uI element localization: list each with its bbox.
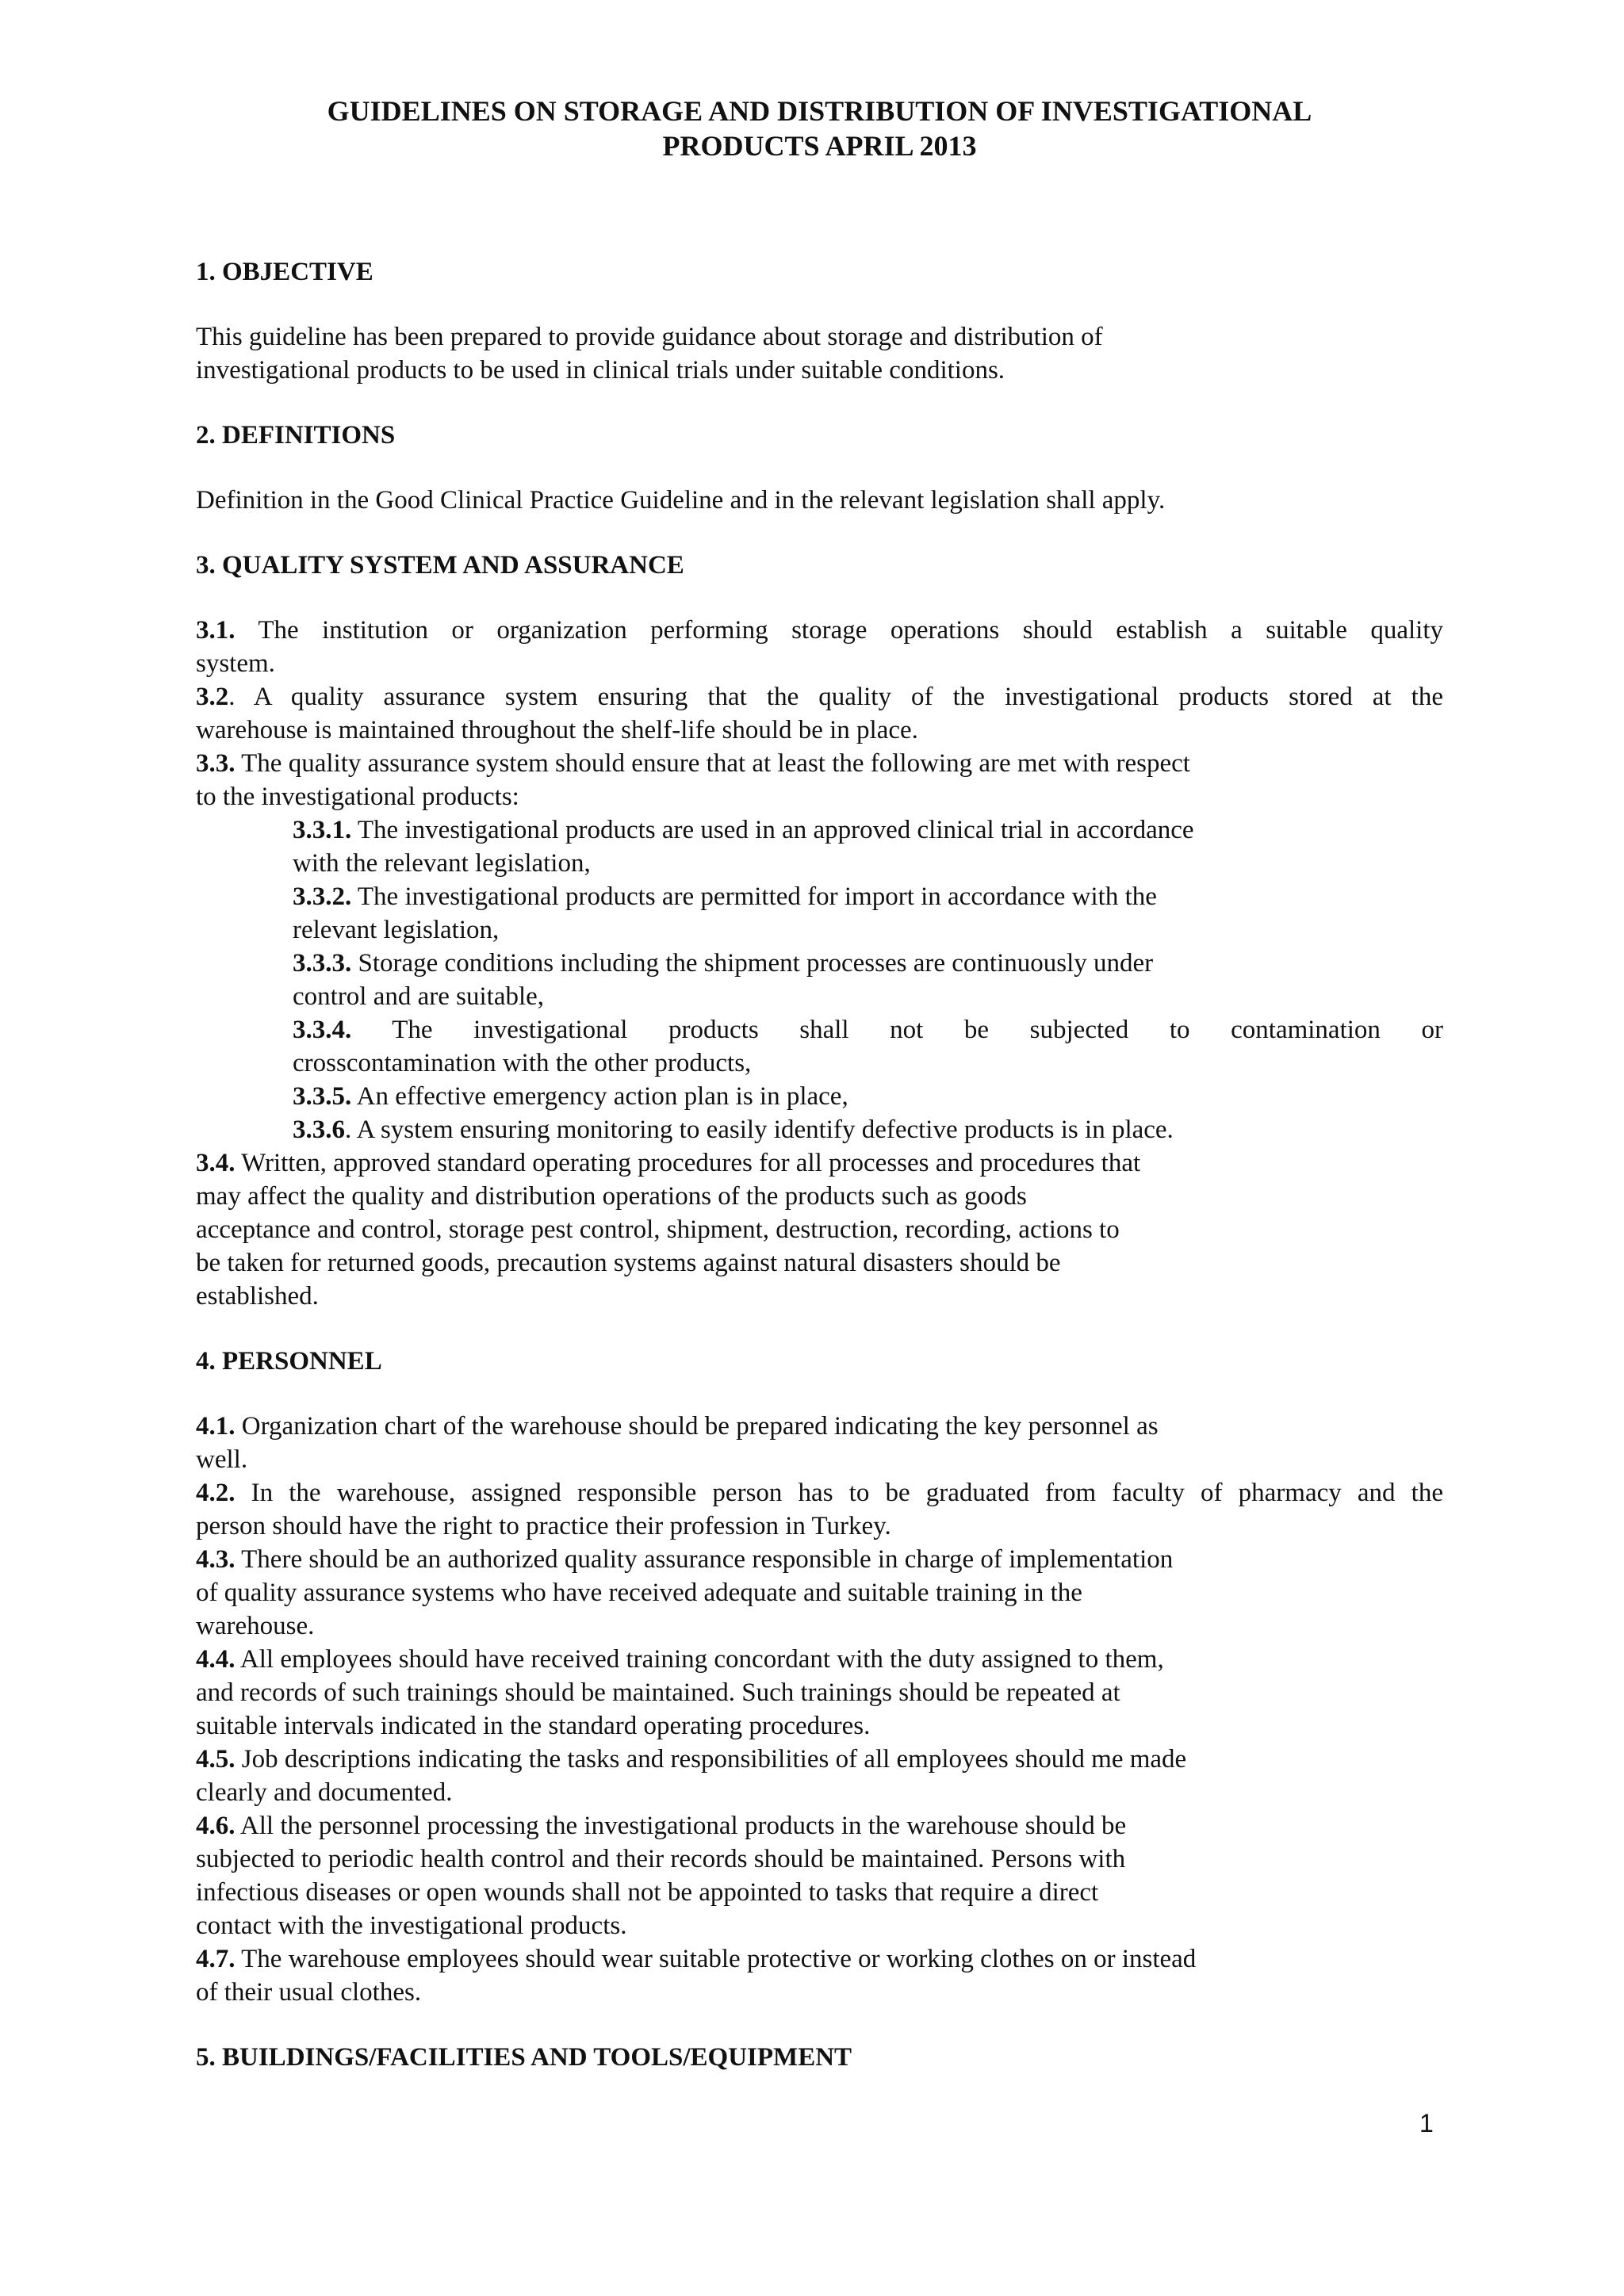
paragraph-line: Definition in the Good Clinical Practice Guideline and in the relevant legislation shall apply. (196, 486, 1166, 515)
item-number: 4.2. (196, 1479, 236, 1507)
item-3-3-3 (293, 947, 1443, 1013)
item-line: clearly and documented. (196, 1778, 453, 1807)
item-line: contact with the investigational products. (196, 1911, 627, 1940)
item-line (196, 1643, 1443, 1676)
item-number: 4.6. (196, 1812, 236, 1840)
item-line: of their usual clothes. (196, 1978, 422, 2007)
item-line (293, 880, 1443, 913)
item-3-4 (196, 1146, 1443, 1313)
item-text: All employees should have received training concordant with the duty assigned to them, (235, 1645, 1164, 1674)
item-3-3-2 (293, 880, 1443, 947)
item-4-2 (196, 1476, 1443, 1543)
item-line: may affect the quality and distribution operations of the products such as goods (196, 1182, 1027, 1211)
item-line (196, 1942, 1443, 1976)
item-3-3-1 (293, 813, 1443, 880)
item-line (293, 947, 1443, 980)
item-line (196, 1743, 1443, 1776)
item-number: 4.3. (196, 1545, 236, 1574)
item-text: The investigational products shall not be subjected to contamination or (351, 1016, 1443, 1044)
item-3-3-6 (293, 1113, 1443, 1146)
quality-system-items (196, 614, 1443, 1313)
item-line: acceptance and control, storage pest control, shipment, destruction, recording, actions to (196, 1215, 1120, 1244)
item-text: The institution or organization performing storage operations should establish a suitable quality (235, 616, 1443, 645)
item-4-3 (196, 1543, 1443, 1643)
item-text: The investigational products are permitted for import in accordance with the (351, 882, 1157, 911)
item-line: be taken for returned goods, precaution systems against natural disasters should be (196, 1249, 1061, 1277)
item-line: system. (196, 649, 275, 678)
definitions-paragraph (196, 484, 1443, 517)
item-number: 3.3.2. (293, 882, 352, 911)
item-line: warehouse. (196, 1612, 315, 1640)
item-line: subjected to periodic health control and their records should be maintained. Persons with (196, 1845, 1126, 1873)
item-line: crosscontamination with the other products, (293, 1049, 752, 1077)
item-text: All the personnel processing the investigational products in the warehouse should be (235, 1812, 1127, 1840)
item-text: Written, approved standard operating procedures for all processes and procedures that (235, 1149, 1141, 1177)
item-4-6 (196, 1809, 1443, 1942)
item-line (196, 1146, 1443, 1180)
item-line (196, 1410, 1443, 1443)
item-number: 4.5. (196, 1745, 236, 1774)
item-line (293, 813, 1443, 847)
item-line (293, 1013, 1443, 1047)
item-4-7 (196, 1942, 1443, 2009)
item-4-5 (196, 1743, 1443, 1809)
paragraph-line: investigational products to be used in clinical trials under suitable conditions. (196, 356, 1005, 385)
item-text: Organization chart of the warehouse should be prepared indicating the key personnel as (235, 1412, 1159, 1441)
section-heading-objective: 1. OBJECTIVE (196, 258, 373, 286)
item-line: well. (196, 1445, 248, 1474)
item-line (196, 1476, 1443, 1510)
document-title (196, 94, 1443, 163)
item-line: person should have the right to practice their profession in Turkey. (196, 1512, 891, 1540)
item-text: . A quality assurance system ensuring that the quality of the investigational products stored at the (228, 683, 1443, 711)
item-line: relevant legislation, (293, 916, 500, 944)
item-number: 3.3.5. (293, 1082, 352, 1111)
item-3-1 (196, 614, 1443, 680)
personnel-items (196, 1410, 1443, 2009)
item-text: In the warehouse, assigned responsible person has to be graduated from faculty of pharmacy and the (235, 1479, 1443, 1507)
item-line: suitable intervals indicated in the standard operating procedures. (196, 1712, 871, 1740)
item-4-1 (196, 1410, 1443, 1476)
section-heading-personnel: 4. PERSONNEL (196, 1347, 382, 1376)
page-number: 1 (1419, 2109, 1434, 2137)
item-line (293, 1113, 1443, 1146)
item-line: infectious diseases or open wounds shall not be appointed to tasks that require a direct (196, 1878, 1099, 1907)
item-line: to the investigational products: (196, 783, 519, 811)
item-line: control and are suitable, (293, 982, 545, 1011)
item-line (293, 1080, 1443, 1113)
item-line (196, 680, 1443, 714)
title-line-2: PRODUCTS APRIL 2013 (662, 130, 977, 162)
item-line (196, 1809, 1443, 1843)
item-number: 3.3.3. (293, 949, 352, 978)
item-number: 3.3.1. (293, 816, 352, 844)
objective-paragraph (196, 320, 1443, 387)
item-text: The quality assurance system should ensure that at least the following are met with respect (235, 749, 1190, 778)
item-number: 4.7. (196, 1945, 236, 1973)
item-line: established. (196, 1282, 319, 1311)
item-line: of quality assurance systems who have received adequate and suitable training in the (196, 1578, 1082, 1607)
item-number: 3.1. (196, 616, 236, 645)
section-heading-definitions: 2. DEFINITIONS (196, 421, 396, 450)
item-text: Storage conditions including the shipment processes are continuously under (351, 949, 1154, 978)
item-text: The investigational products are used in an approved clinical trial in accordance (351, 816, 1194, 844)
item-number: 4.1. (196, 1412, 236, 1441)
item-number: 3.4. (196, 1149, 236, 1177)
item-text: Job descriptions indicating the tasks and responsibilities of all employees should me made (235, 1745, 1187, 1774)
section-heading-quality-system: 3. QUALITY SYSTEM AND ASSURANCE (196, 551, 684, 580)
item-line (196, 1543, 1443, 1576)
item-line: warehouse is maintained throughout the shelf-life should be in place. (196, 716, 918, 744)
paragraph-line: This guideline has been prepared to provide guidance about storage and distribution of (196, 323, 1103, 351)
item-3-2 (196, 680, 1443, 747)
item-line: with the relevant legislation, (293, 849, 591, 878)
title-line-1: GUIDELINES ON STORAGE AND DISTRIBUTION OF INVESTIGATIONAL (327, 95, 1312, 127)
item-number: 3.3. (196, 749, 236, 778)
item-3-3-5 (293, 1080, 1443, 1113)
item-text: There should be an authorized quality assurance responsible in charge of implementation (235, 1545, 1174, 1574)
document-body (196, 94, 1443, 2106)
item-number: 3.3.4. (293, 1016, 352, 1044)
item-number: 4.4. (196, 1645, 236, 1674)
item-number: 3.2 (196, 683, 229, 711)
item-number: 3.3.6 (293, 1115, 345, 1144)
item-3-3-4 (293, 1013, 1443, 1080)
item-text: The warehouse employees should wear suitable protective or working clothes on or instead (235, 1945, 1197, 1973)
item-3-3 (196, 747, 1443, 813)
item-line (196, 747, 1443, 780)
section-heading-buildings: 5. BUILDINGS/FACILITIES AND TOOLS/EQUIPMENT (196, 2043, 852, 2072)
item-text: . A system ensuring monitoring to easily identify defective products is in place. (345, 1115, 1174, 1144)
item-line: and records of such trainings should be maintained. Such trainings should be repeated at (196, 1678, 1120, 1707)
item-4-4 (196, 1643, 1443, 1743)
item-text: An effective emergency action plan is in place, (351, 1082, 848, 1111)
item-line (196, 614, 1443, 647)
